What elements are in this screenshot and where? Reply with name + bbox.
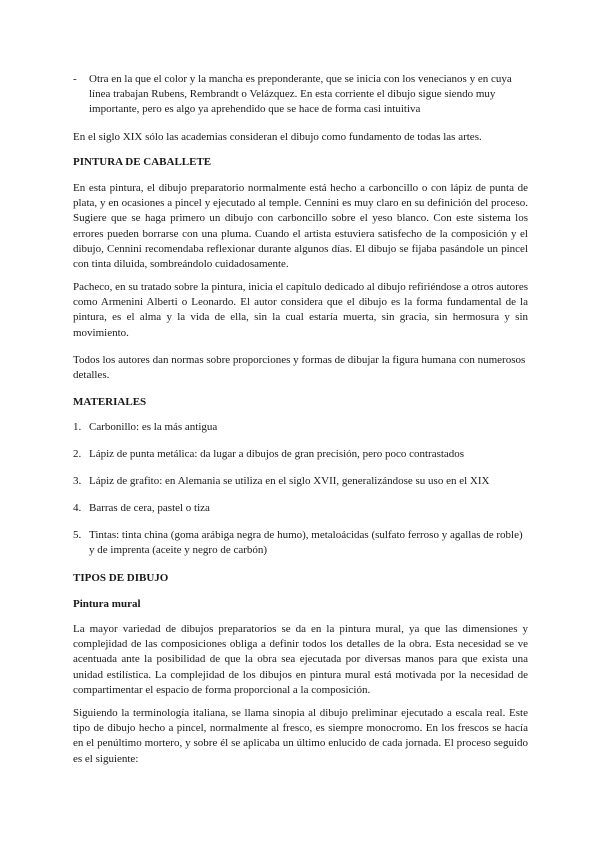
subheading-pintura-mural: Pintura mural (73, 598, 141, 610)
bullet-mark: - (73, 73, 77, 85)
list-item: Lápiz de punta metálica: da lugar a dibujos de gran precisión, pero poco contrastados (89, 448, 465, 460)
paragraph-siglo-xix: En el siglo XIX sólo las academias consideran el dibujo como fundamento de todas las artes. (73, 131, 482, 143)
paragraph-caballete-1: En esta pintura, el dibujo preparatorio normalmente está hecho a carboncillo o con lápiz de punta de plata, y en ocasiones a pincel y ejecutado al temple. Cennini es muy claro en su definición del proceso. Sugiere que se haga primero un dibujo con carboncillo sobre el yeso blanco. Con este sistema los errores pueden borrarse con una pluma. Cuando el artista estuviera satisfecho de la composición y el dibujo, Cennini recomendaba reflexionar durante algunos días. El dibujo se fijaba pasándole un pincel con tinta diluida, sombreándolo cuidadosamente. (73, 182, 528, 271)
heading-pintura-de-caballete: PINTURA DE CABALLETE (73, 156, 212, 168)
heading-tipos-de-dibujo: TIPOS DE DIBUJO (73, 572, 169, 584)
paragraph-mural-1: La mayor variedad de dibujos preparatorios se da en la pintura mural, ya que las dimensiones y complejidad de las composiciones obliga a definir todos los detalles de la obra. Esta necesidad se ve acentuada ante la posibilidad de que la obra sea ejecutada por diversas manos para que exista una unidad estilística. La complejidad de los dibujos en pintura mural está motivada por la necesidad de compartimentar el espacio de forma proporcional a la composición. (73, 623, 528, 696)
list-item: Barras de cera, pastel o tiza (89, 502, 210, 514)
list-item-number: 2. (73, 448, 82, 460)
list-item: Lápiz de grafito: en Alemania se utiliza en el siglo XVII, generalizándose su uso en el XIX (89, 475, 490, 487)
list-item-number: 4. (73, 502, 82, 514)
list-item-number: 3. (73, 475, 82, 487)
list-item-number: 5. (73, 529, 82, 541)
paragraph-caballete-3: Todos los autores dan normas sobre proporciones y formas de dibujar la figura humana con numerosos detalles. (73, 354, 526, 382)
list-item: Tintas: tinta china (goma arábiga negra de humo), metaloácidas (sulfato ferroso y agallas de roble) y de imprenta (aceite y negro de carbón) (89, 529, 523, 557)
paragraph-caballete-2: Pacheco, en su tratado sobre la pintura, inicia el capítulo dedicado al dibujo refiriéndose a otros autores como Armenini Alberti o Leonardo. El autor considera que el dibujo es la forma fundamental de la pintura, es el alma y la vida de ella, sin la cual estaría muerta, sin gracia, sin hermosura y sin movimiento. (73, 281, 528, 339)
bullet-paragraph: Otra en la que el color y la mancha es preponderante, que se inicia con los venecianos y en cuya línea trabajan Rubens, Rembrandt o Velázquez. En esta corriente el dibujo sigue siendo muy importante, pero es algo ya aprehendido que se hace de forma casi intuitiva (89, 73, 512, 116)
paragraph-mural-2: Siguiendo la terminología italiana, se llama sinopia al dibujo preliminar ejecutado a escala real. Este tipo de dibujo hecho a pincel, normalmente al fresco, es siempre monocromo. En los frescos se hacía en el penúltimo mortero, y sobre él se aplicaba un último enlucido de cada jornada. El proceso seguido es el siguiente: (73, 707, 528, 765)
list-item-number: 1. (73, 421, 82, 433)
list-item: Carbonillo: es la más antigua (89, 421, 218, 433)
heading-materiales: MATERIALES (73, 396, 147, 408)
